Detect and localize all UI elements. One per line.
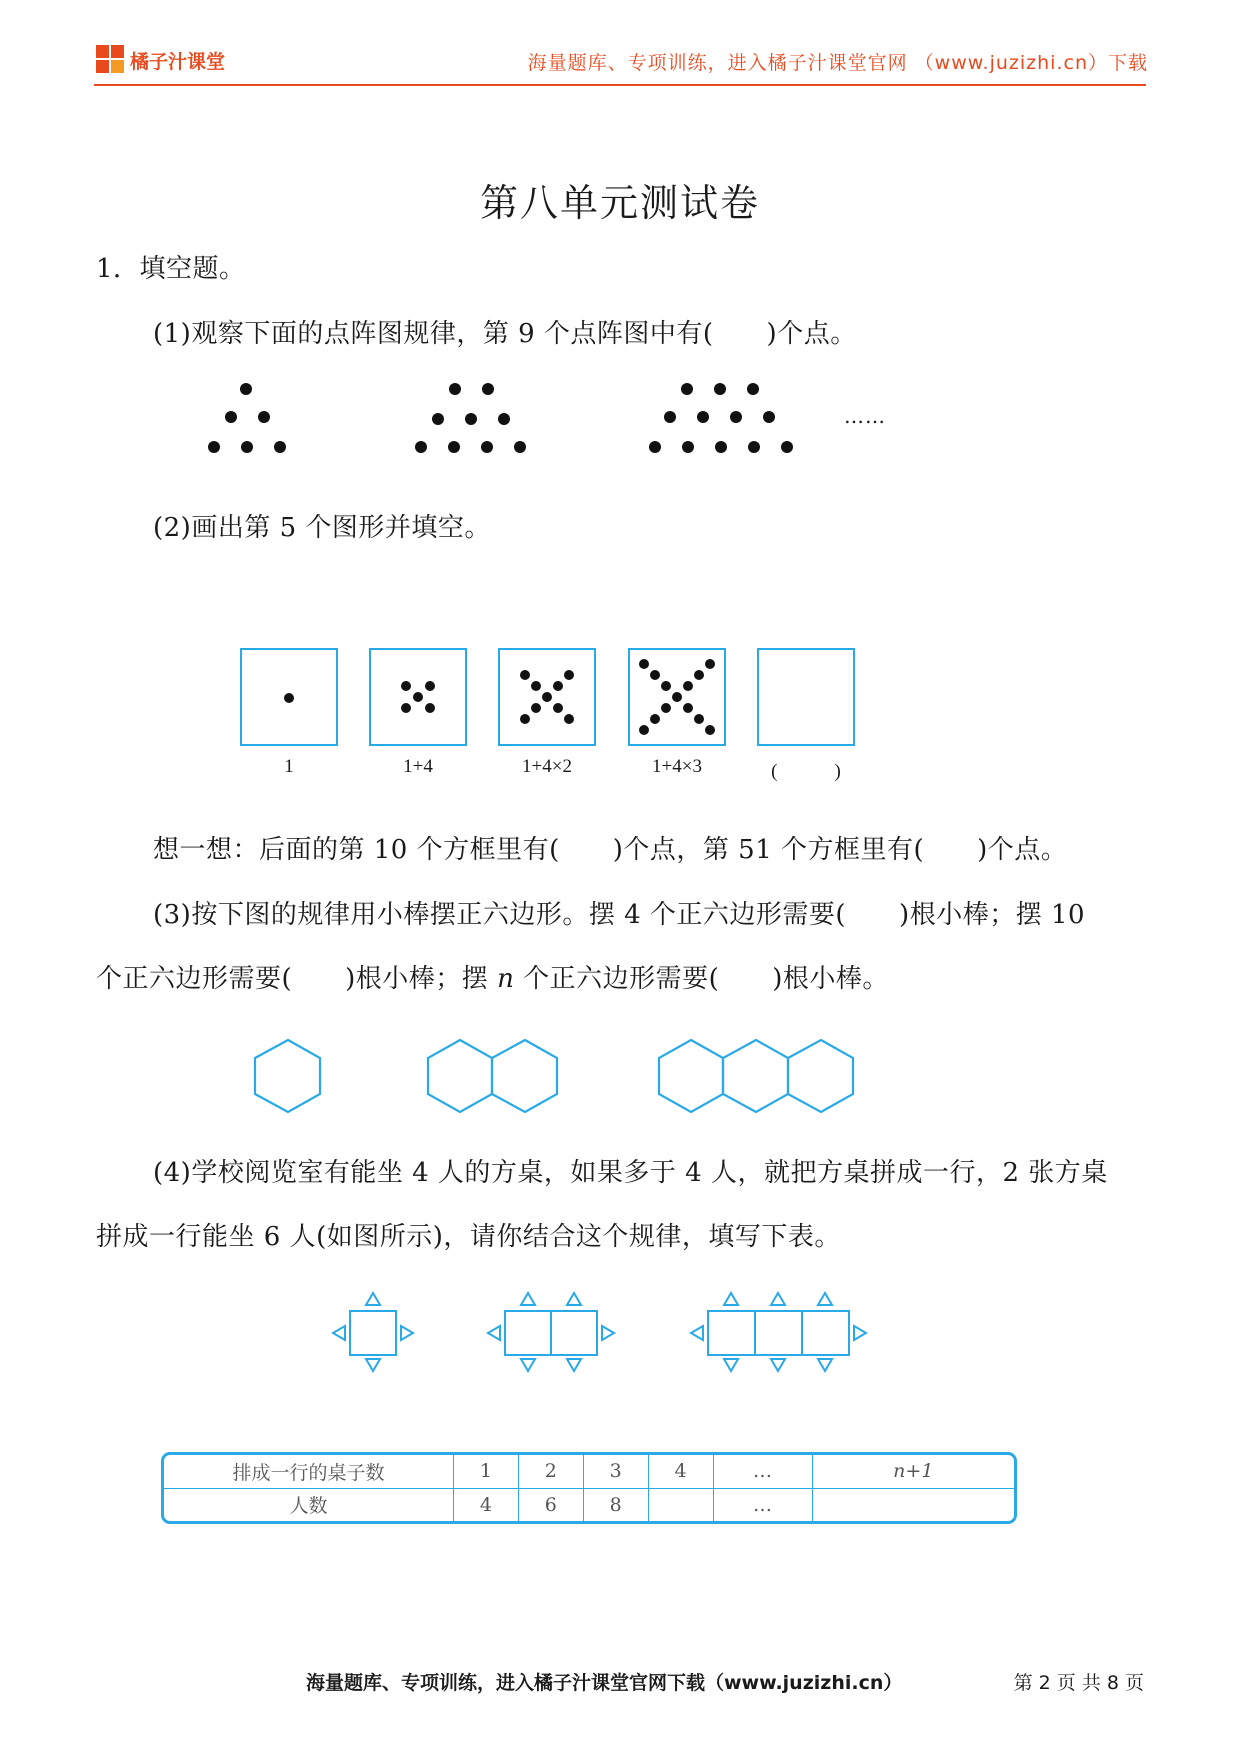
dot-pattern-ellipsis: …… [844,404,886,428]
seating-2-tables [488,1293,614,1371]
question-4-line-1: (4)学校阅览室有能坐 4 人的方桌，如果多于 4 人，就把方桌拼成一行，2 张方桌 [153,1158,1108,1188]
question-3-line-2: 个正六边形需要( )根小棒；摆 n 个正六边形需要( )根小棒。 [96,964,889,994]
hexagon-figures [255,1040,853,1112]
question-4-line-2: 拼成一行能坐 6 人(如图所示)，请你结合这个规律，填写下表。 [96,1222,841,1252]
logo-text: 橘子汁课堂 [130,50,226,73]
page-title: 第八单元测试卷 [479,181,760,225]
header-slogan: 海量题库、专项训练，进入橘子汁课堂官网 （www.juzizhi.cn）下载 [527,52,1148,74]
table-cell: 8 [583,1488,648,1521]
pattern-label-1: 1 [284,756,294,777]
hexagon-pair [428,1040,557,1112]
table-cell: 4 [454,1488,519,1521]
table-row-header: 排成一行的桌子数 [164,1455,454,1488]
footer-slogan: 海量题库、专项训练，进入橘子汁课堂官网下载（www.juzizhi.cn） [306,1672,903,1694]
section-heading: 1．填空题。 [96,254,246,284]
dot-triangle-figures [208,383,793,453]
question-3-line-1: (3)按下图的规律用小棒摆正六边形。摆 4 个正六边形需要( )根小棒；摆 10 [153,900,1086,930]
table-row [164,1455,1014,1488]
pattern-label-4: 1+4×3 [652,756,702,777]
table-seating-figures [333,1293,866,1371]
pattern-label-3: 1+4×2 [522,756,572,777]
seating-3-tables [691,1293,866,1371]
table-cell: 6 [518,1488,583,1521]
answer-table [161,1452,1017,1524]
seating-1-table [333,1293,413,1371]
pattern-label-2: 1+4 [403,756,433,777]
dot-triangle-2 [415,383,526,453]
dot-triangle-3 [649,383,793,453]
table-cell: n+1 [812,1455,1014,1488]
question-2-text: (2)画出第 5 个图形并填空。 [153,513,491,543]
table-row-header: 人数 [164,1488,454,1521]
hexagon-1 [255,1040,320,1112]
dot-triangle-1 [208,383,286,453]
table-cell: … [713,1488,812,1521]
table-row [164,1488,1014,1521]
pattern-box-5-empty[interactable] [758,649,854,745]
think-question: 想一想：后面的第 10 个方框里有( )个点，第 51 个方框里有( )个点。 [153,835,1068,865]
hexagon-triple [659,1040,853,1112]
page-number: 第 2 页 共 8 页 [1013,1672,1144,1694]
table-cell: … [713,1455,812,1488]
pattern-label-5-blank[interactable]: ( ) [771,761,841,782]
table-cell: 3 [583,1455,648,1488]
table-cell: 2 [518,1455,583,1488]
table-cell: 4 [648,1455,713,1488]
question-1-text: (1)观察下面的点阵图规律，第 9 个点阵图中有( )个点。 [153,319,857,349]
answer-blank-cell[interactable] [812,1488,1014,1521]
answer-blank-cell[interactable] [648,1488,713,1521]
table-cell: 1 [454,1455,519,1488]
